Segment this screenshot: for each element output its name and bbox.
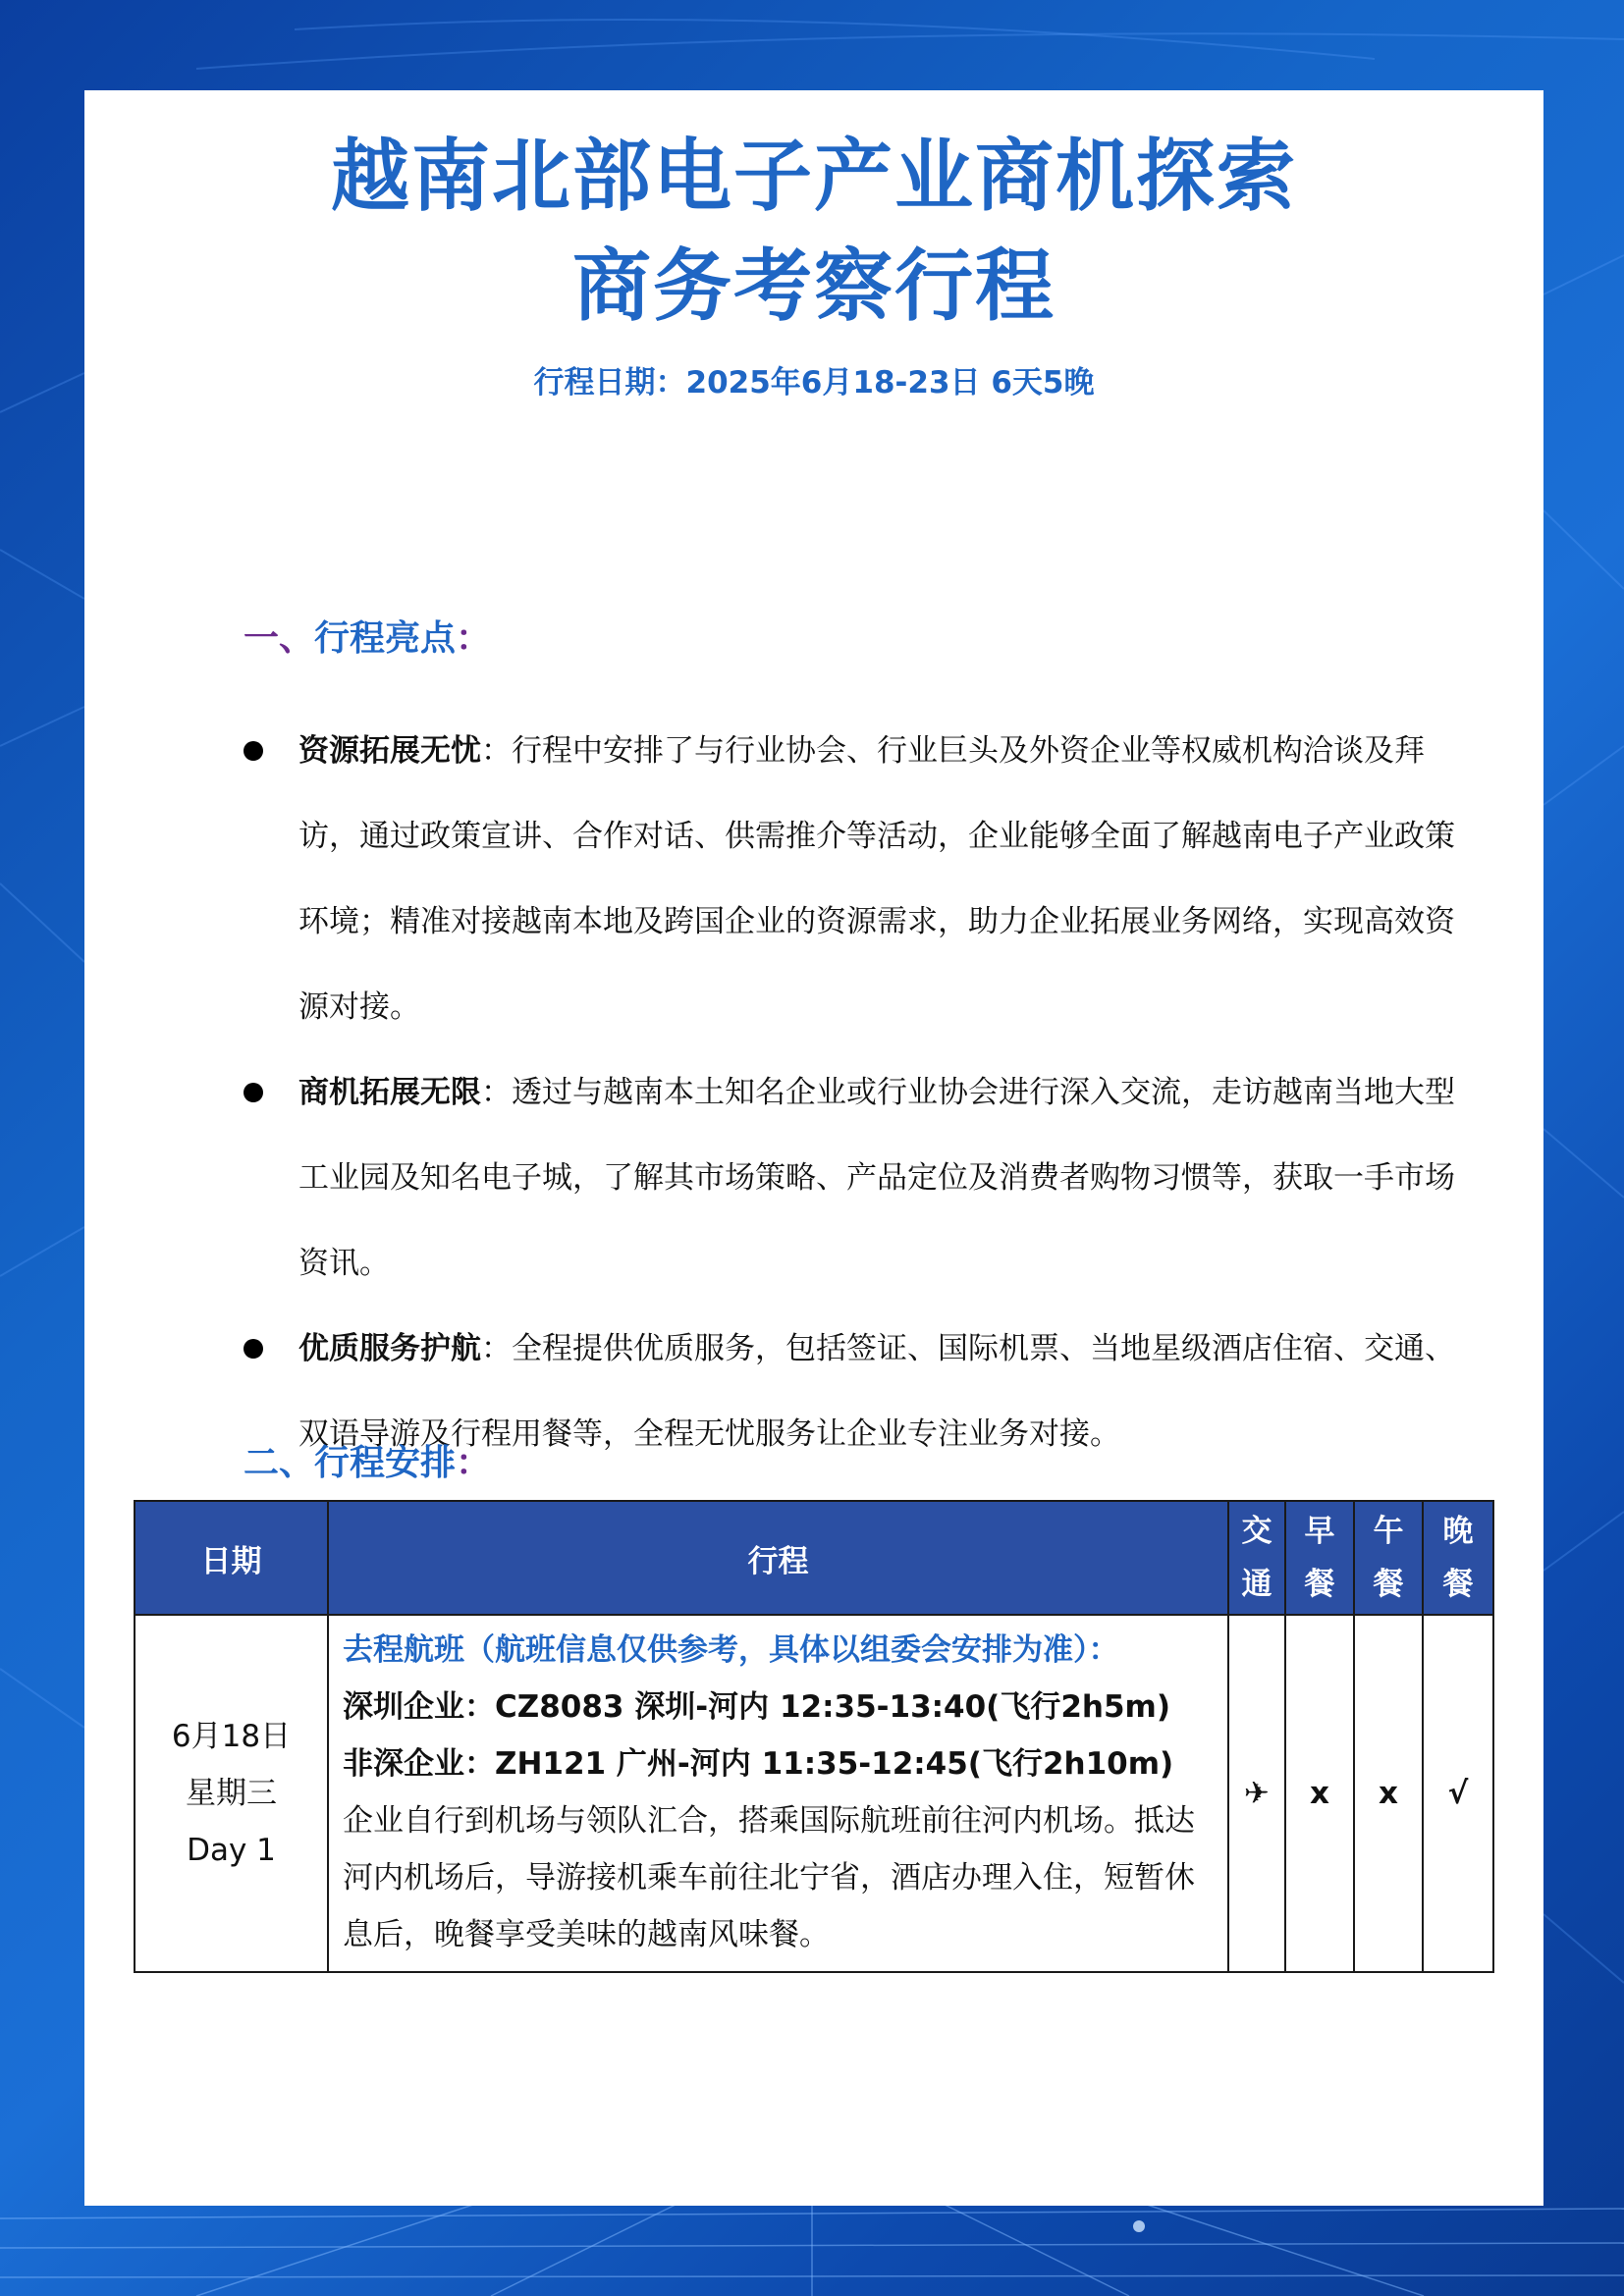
section-heading-highlights: 一、行程亮点： <box>244 618 492 659</box>
transport-icon: ✈ <box>1228 1615 1285 1972</box>
flight-other: 非深企业：ZH121 广州-河内 11:35-12:45(飞行2h10m) <box>343 1746 1174 1782</box>
trip-date: 行程日期：2025年6月18-23日 6天5晚 <box>533 365 1095 400</box>
highlight-text: ：行程中安排了与行业协会、行业巨头及外资企业等权威机构洽谈及拜访，通过政策宣讲、合作对话、供需推介等活动，企业能够全面了解越南电子产业政策环境；精准对接越南本地及跨国企业的资源需求，助力企业拓展业务网络，实现高效资源对接。 <box>298 733 1455 1025</box>
dinner-mark: √ <box>1423 1615 1493 1972</box>
list-item <box>244 709 1481 1050</box>
page-title-line1: 越南北部电子产业商机探索 <box>331 131 1297 222</box>
highlight-name: 优质服务护航 <box>298 1331 481 1366</box>
bullet-icon <box>244 1339 263 1359</box>
bullet-icon <box>244 741 263 761</box>
header-itinerary: 行程 <box>328 1501 1228 1615</box>
flight-title: 去程航班（航班信息仅供参考，具体以组委会安排为准）： <box>343 1632 1119 1668</box>
header-date: 日期 <box>135 1501 328 1615</box>
table-header-row <box>135 1501 1493 1615</box>
table-row <box>135 1615 1493 1972</box>
header-dinner: 晚 餐 <box>1423 1501 1493 1615</box>
day-date: 6月18日 <box>171 1719 292 1754</box>
day-date-cell <box>135 1615 328 1972</box>
header-lunch: 午 餐 <box>1354 1501 1423 1615</box>
day-description: 企业自行到机场与领队汇合，搭乘国际航班前往河内机场。抵达河内机场后，导游接机乘车前往北宁省，酒店办理入住，短暂休息后，晚餐享受美味的越南风味餐。 <box>343 1803 1195 1952</box>
breakfast-mark: x <box>1285 1615 1354 1972</box>
highlight-name: 资源拓展无忧 <box>298 733 481 769</box>
flight-shenzhen: 深圳企业：CZ8083 深圳-河内 12:35-13:40(飞行2h5m) <box>343 1689 1171 1725</box>
highlight-text: ：透过与越南本土知名企业或行业协会进行深入交流，走访越南当地大型工业园及知名电子城，了解其市场策略、产品定位及消费者购物习惯等，获取一手市场资讯。 <box>298 1075 1455 1281</box>
highlight-name: 商机拓展无限 <box>298 1075 481 1110</box>
highlights-list <box>244 709 1481 1477</box>
day-number: Day 1 <box>187 1833 276 1868</box>
day-weekday: 星期三 <box>186 1776 277 1811</box>
list-item <box>244 1050 1481 1307</box>
itinerary-table <box>134 1500 1494 1973</box>
section-heading-schedule: 二、行程安排： <box>244 1443 492 1483</box>
header-transport: 交 通 <box>1228 1501 1285 1615</box>
bullet-icon <box>244 1083 263 1102</box>
day-detail-cell <box>328 1615 1228 1972</box>
highlight-text: ：全程提供优质服务，包括签证、国际机票、当地星级酒店住宿、交通、双语导游及行程用餐等，全程无忧服务让企业专注业务对接。 <box>298 1331 1455 1452</box>
header-breakfast: 早 餐 <box>1285 1501 1354 1615</box>
document-page <box>84 90 1543 2206</box>
page-title-line2: 商务考察行程 <box>572 240 1056 332</box>
lunch-mark: x <box>1354 1615 1423 1972</box>
